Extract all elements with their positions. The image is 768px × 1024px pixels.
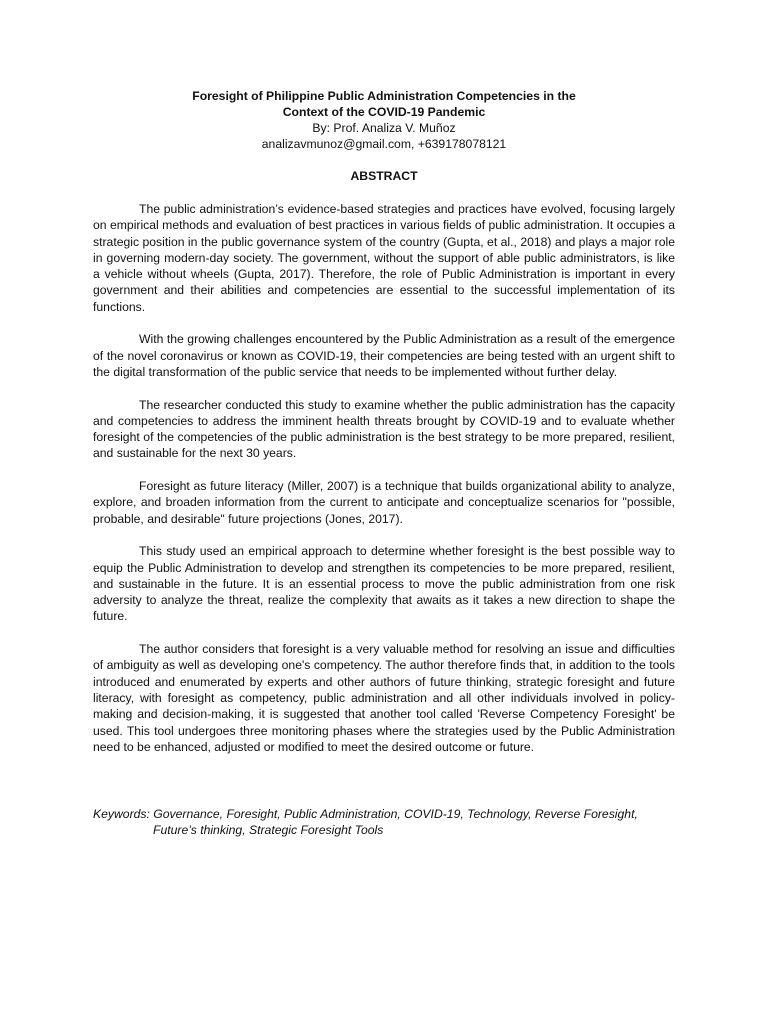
abstract-paragraph-3: The researcher conducted this study to examine whether the public administration has the capacity and competencies to address the imminent health threats brought by COVID-19 and to evaluate whether foresight of the competencies of the public administration is the best strategy to be more prepared, resilient, and sustainable for the next 30 years. xyxy=(93,397,675,461)
keywords-line-1: Keywords: Governance, Foresight, Public Administration, COVID-19, Technology, Reverse Foresight, xyxy=(93,807,638,821)
abstract-paragraph-2: With the growing challenges encountered by the Public Administration as a result of the emergence of the novel coronavirus or known as COVID-19, their competencies are being tested with an urgent shift to the digital transformation of the public service that needs to be implemented without further delay. xyxy=(93,332,675,379)
keywords-line-2: Future’s thinking, Strategic Foresight Tools xyxy=(153,823,384,838)
abstract-paragraph-6: The author considers that foresight is a very valuable method for resolving an issue and difficulties of ambiguity as well as developing one's competency. The author therefore finds that, in addition to the tools introduced and enumerated by experts and other authors of future thinking, strategic foresight and future literacy, with foresight as competency, public administration and all other individuals involved in policy-making and decision-making, it is suggested that another tool called 'Reverse Competency Foresight' be used. This tool undergoes three monitoring phases where the strategies used by the Public Administration need to be enhanced, adjusted or modified to meet the desired outcome or future. xyxy=(93,642,675,754)
author-line: By: Prof. Analiza V. Muñoz xyxy=(312,121,456,135)
document-header xyxy=(0,88,768,152)
abstract-paragraph-1: The public administration’s evidence-based strategies and practices have evolved, focusing largely on empirical methods and evaluation of best practices in various fields of public administration. It occupies a strategic position in the public governance system of the country (Gupta, et al., 2018) and plays a major role in governing modern-day society. The government, without the support of able public administrators, is like a vehicle without wheels (Gupta, 2017). Therefore, the role of Public Administration is important in every government and their abilities and competencies are essential to the successful implementation of its functions. xyxy=(93,202,675,314)
title-line-1: Foresight of Philippine Public Administration Competencies in the xyxy=(192,89,576,103)
title-line-2: Context of the COVID-19 Pandemic xyxy=(282,105,486,119)
abstract-paragraph-5: This study used an empirical approach to determine whether foresight is the best possible way to equip the Public Administration to develop and strengthen its competencies to be more prepared, resilient, and sustainable in the future. It is an essential process to move the public administration from one risk adversity to analyze the threat, realize the complexity that awaits as it takes a new direction to shape the future. xyxy=(93,544,675,624)
abstract-heading: ABSTRACT xyxy=(350,169,418,183)
keywords-block xyxy=(93,806,683,839)
abstract-paragraph-4: Foresight as future literacy (Miller, 2007) is a technique that builds organizational ability to analyze, explore, and broaden information from the current to anticipate and conceptualize scenarios for "possible, probable, and desirable" future projections (Jones, 2017). xyxy=(93,479,675,526)
abstract-body xyxy=(93,201,675,771)
contact-line: analizavmunoz@gmail.com, +639178078121 xyxy=(261,137,507,151)
